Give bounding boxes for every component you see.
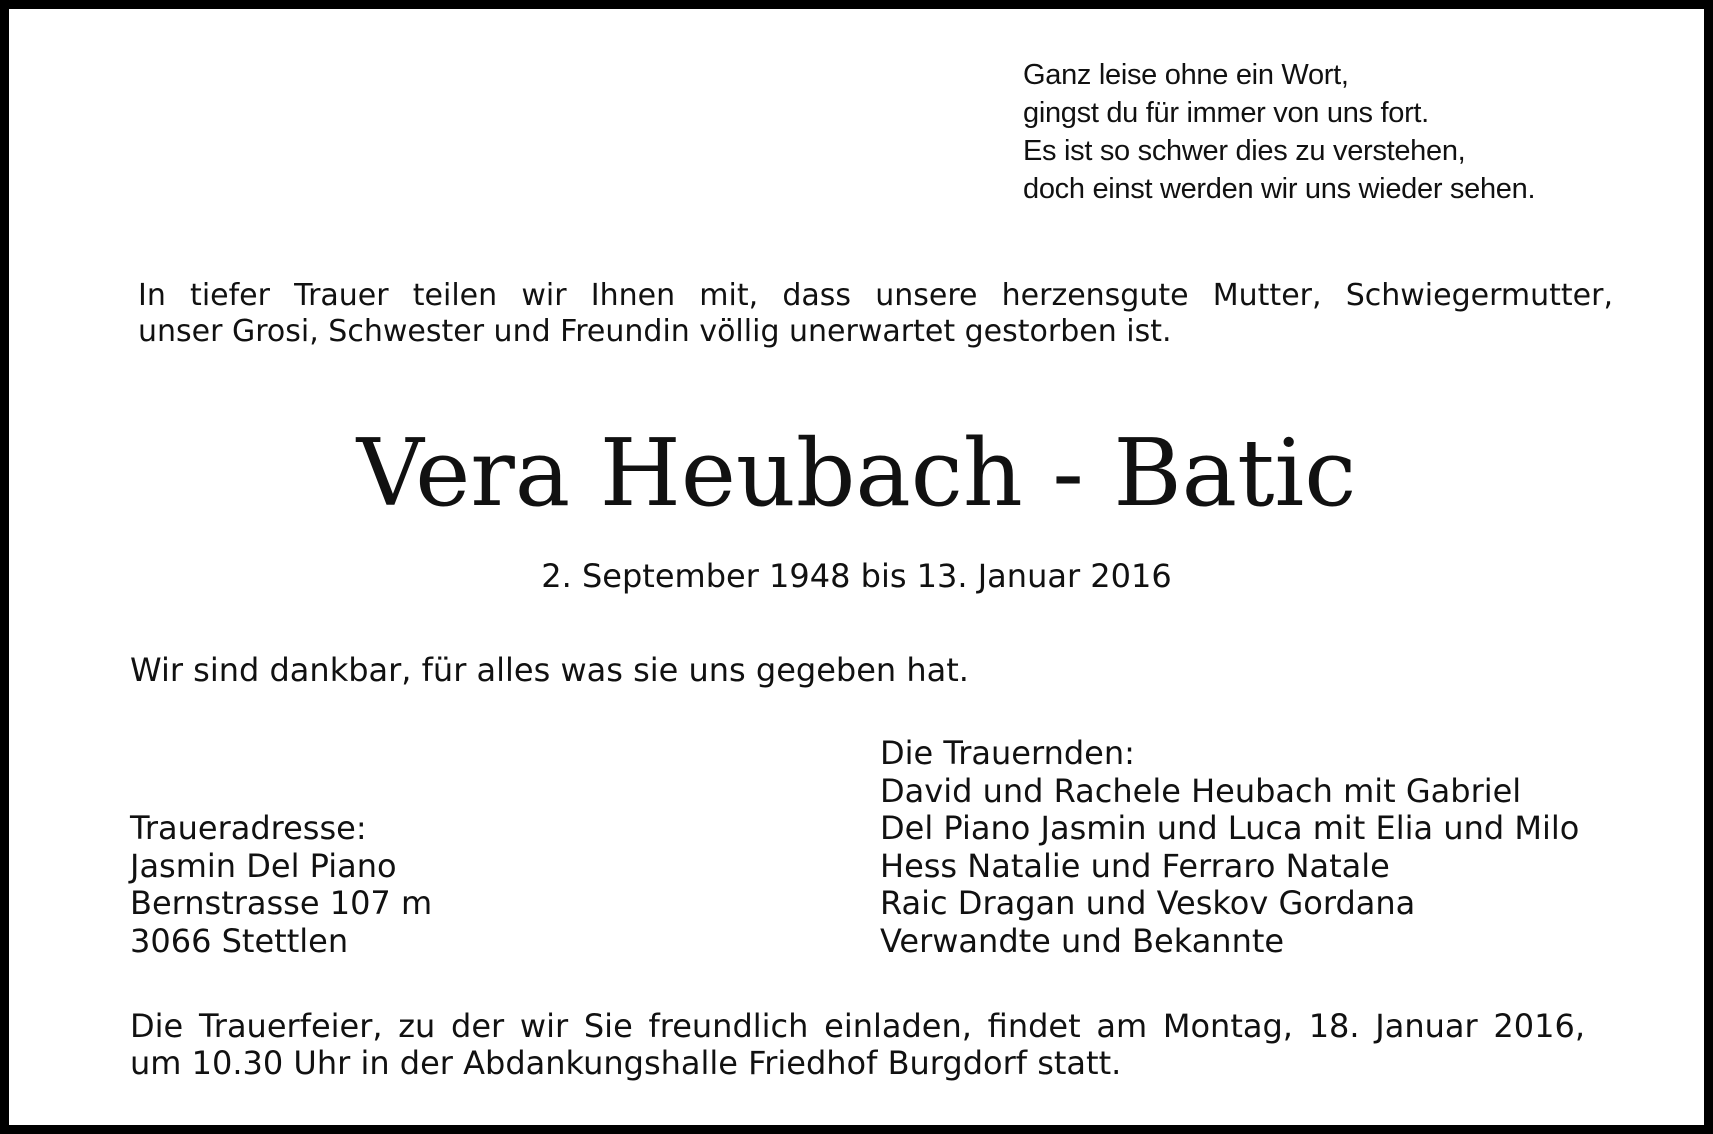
- mourner-name: Del Piano Jasmin und Luca mit Elia und Milo: [880, 809, 1580, 847]
- address-line: Bernstrasse 107 m: [130, 884, 433, 922]
- ceremony-line: Die Trauerfeier, zu der wir Sie freundlich einladen, findet am Montag, 18. Januar 2016,: [130, 1007, 1585, 1045]
- poem-line: gingst du für immer von uns fort.: [1023, 97, 1429, 129]
- address-line: Jasmin Del Piano: [130, 846, 397, 885]
- deceased-name: Vera Heubach - Batic: [356, 419, 1357, 527]
- mourners-heading: Die Trauernden:: [880, 734, 1135, 772]
- intro-line: In tiefer Trauer teilen wir Ihnen mit, dass unsere herzensgute Mutter, Schwiegermutter,: [138, 278, 1613, 313]
- poem-line: Ganz leise ohne ein Wort,: [1023, 59, 1349, 91]
- life-dates: 2. September 1948 bis 13. Januar 2016: [541, 557, 1172, 595]
- mourner-name: Hess Natalie und Ferraro Natale: [880, 846, 1390, 885]
- poem-line: doch einst werden wir uns wieder sehen.: [1023, 173, 1536, 205]
- ceremony-paragraph: [130, 1008, 1585, 1082]
- ceremony-line: um 10.30 Uhr in der Abdankungshalle Friedhof Burgdorf statt.: [130, 1044, 1122, 1082]
- mourner-name: Raic Dragan und Veskov Gordana: [880, 884, 1416, 922]
- intro-paragraph: [138, 278, 1613, 350]
- intro-line: unser Grosi, Schwester und Freundin völlig unerwartet gestorben ist.: [138, 314, 1172, 349]
- poem-line: Es ist so schwer dies zu verstehen,: [1023, 135, 1466, 167]
- address-line: 3066 Stettlen: [130, 921, 349, 960]
- thanks-line: Wir sind dankbar, für alles was sie uns gegeben hat.: [130, 651, 969, 689]
- mourner-name: David und Rachele Heubach mit Gabriel: [880, 771, 1522, 810]
- mourning-address: [130, 810, 432, 960]
- mourners-list: [880, 735, 1579, 960]
- address-heading: Traueradresse:: [130, 809, 367, 847]
- poem: [1023, 56, 1535, 208]
- mourner-name: Verwandte und Bekannte: [880, 921, 1285, 960]
